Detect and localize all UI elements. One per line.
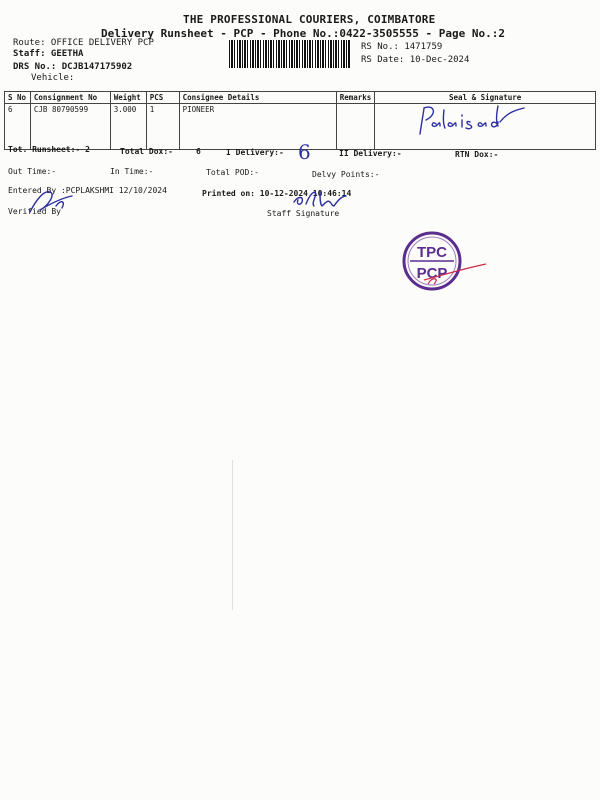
total-dox-label: Total Dox:- bbox=[120, 147, 173, 156]
cell-consignment-no: CJB 80790599 bbox=[30, 104, 110, 150]
i-delivery-handwritten: 6 bbox=[298, 140, 311, 164]
consignee-signature bbox=[412, 100, 532, 140]
company-name: THE PROFESSIONAL COURIERS, COIMBATORE bbox=[183, 13, 436, 26]
tot-runsheet: Tot. Runsheet:- 2 bbox=[8, 145, 90, 154]
staff-signature-label: Staff Signature bbox=[267, 209, 340, 218]
rs-number: RS No.: 1471759 bbox=[361, 42, 443, 52]
rtn-dox-label: RTN Dox:- bbox=[455, 150, 499, 159]
cell-consignee: PIONEER bbox=[179, 104, 336, 150]
stamp-line2: PCP bbox=[416, 265, 448, 282]
col-seal-signature: Seal & Signature bbox=[375, 92, 596, 104]
i-delivery-label: I Delivery:- bbox=[226, 148, 284, 157]
route-label: Route: OFFICE DELIVERY PCP bbox=[13, 38, 154, 48]
col-consignee-details: Consignee Details bbox=[179, 92, 336, 104]
staff-label: Staff: GEETHA bbox=[13, 49, 84, 59]
out-time-label: Out Time:- bbox=[8, 167, 57, 176]
delvy-points-label: Delvy Points:- bbox=[312, 170, 380, 179]
cell-sno: 6 bbox=[5, 104, 31, 150]
company-stamp bbox=[400, 228, 492, 294]
cell-remarks bbox=[336, 104, 375, 150]
verifier-signature bbox=[26, 186, 82, 216]
vehicle-label: Vehicle: bbox=[31, 73, 75, 83]
col-pcs: PCS bbox=[146, 92, 179, 104]
col-remarks: Remarks bbox=[336, 92, 375, 104]
col-consignment-no: Consignment No bbox=[30, 92, 110, 104]
barcode bbox=[229, 40, 350, 68]
total-pod-label: Total POD:- bbox=[206, 168, 259, 177]
printed-on: Printed on: 10-12-2024 10:46:14 bbox=[202, 189, 352, 198]
cell-pcs: 1 bbox=[146, 104, 179, 150]
rs-date: RS Date: 10-Dec-2024 bbox=[361, 55, 470, 65]
stamp-line1: TPC bbox=[417, 244, 447, 261]
ii-delivery-label: II Delivery:- bbox=[339, 149, 402, 158]
verified-by-label: Verified By bbox=[8, 207, 61, 216]
col-sno: S No bbox=[5, 92, 31, 104]
staff-signature bbox=[290, 186, 350, 212]
entered-by: Entered By :PCPLAKSHMI 12/10/2024 bbox=[8, 186, 167, 195]
in-time-label: In Time:- bbox=[110, 167, 154, 176]
col-weight: Weight bbox=[110, 92, 146, 104]
total-dox-value: 6 bbox=[196, 147, 201, 156]
cell-weight: 3.000 bbox=[110, 104, 146, 150]
drs-number: DRS No.: DCJB147175902 bbox=[13, 62, 133, 72]
paper-fold-line bbox=[232, 460, 233, 610]
runsheet-title: Delivery Runsheet - PCP - Phone No.:0422-3505555 - Page No.:2 bbox=[101, 27, 505, 40]
